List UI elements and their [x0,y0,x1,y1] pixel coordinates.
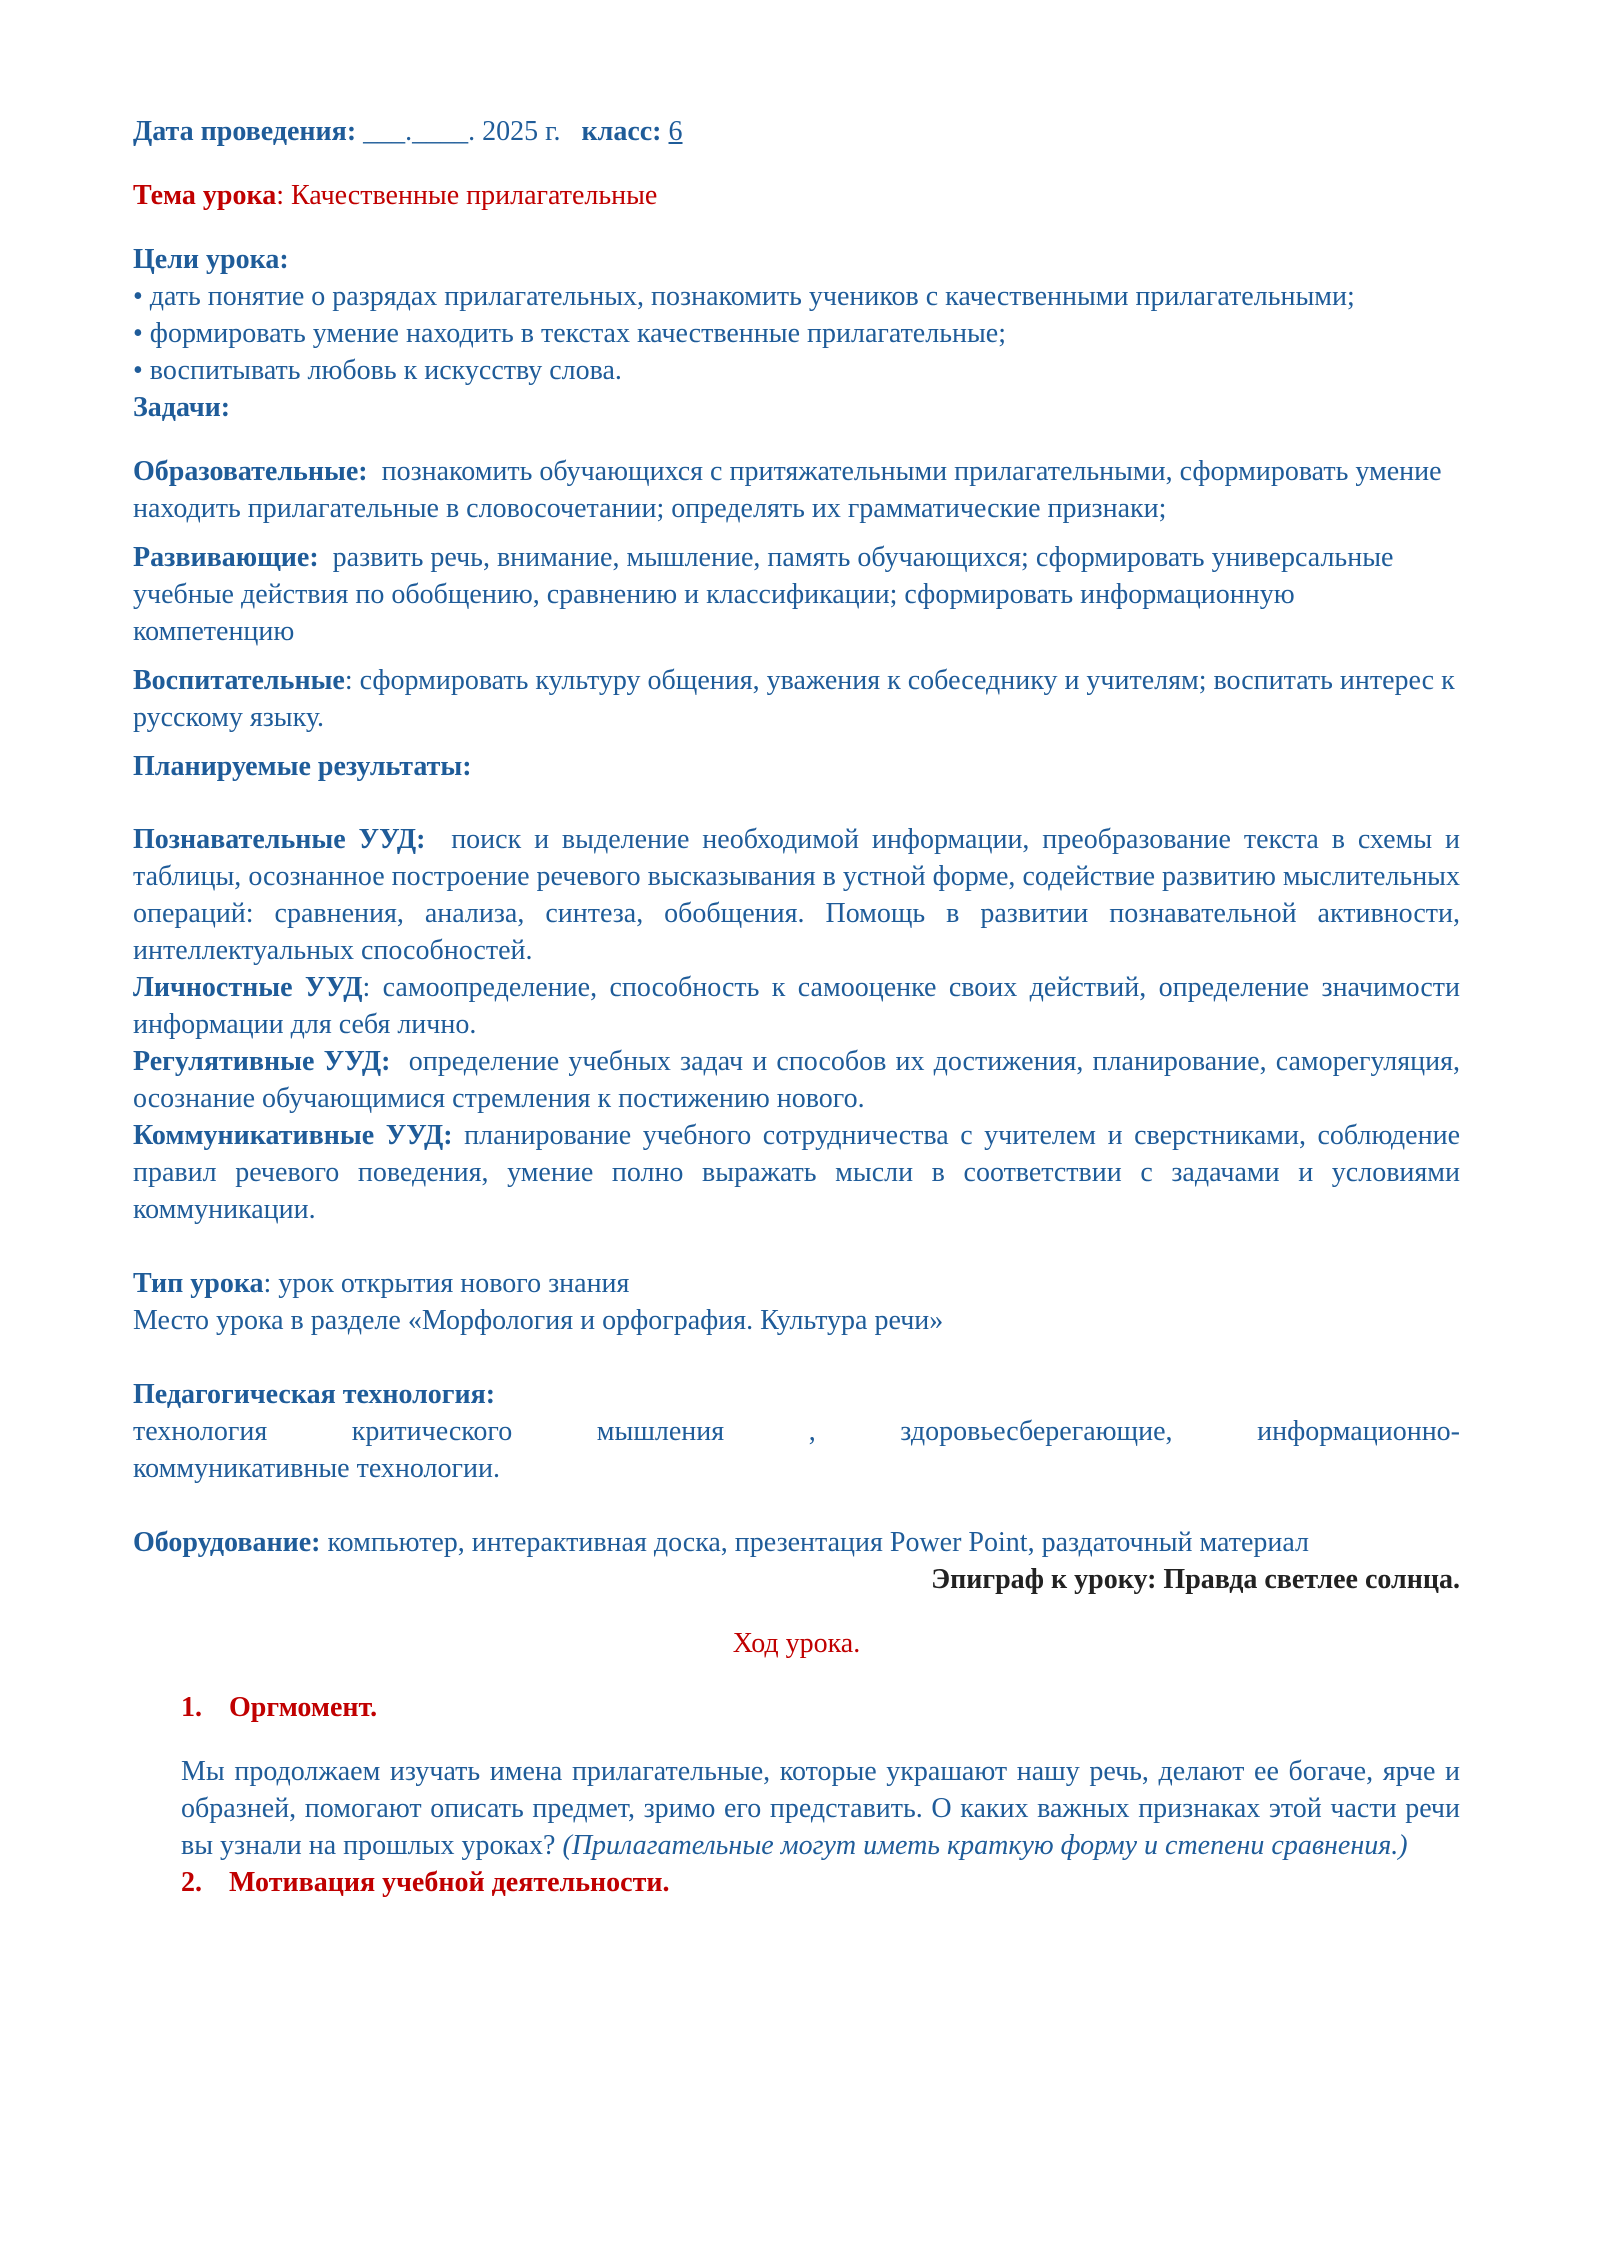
task-educational-text: познакомить обучающихся с притяжательными прилагательными, сформировать умение находить прилагательные в словосочетании; определять их грамматические признаки; [133,456,1442,524]
progress-heading: Ход урока. [732,1628,861,1659]
result-regulatory-label: Регулятивные УУД: [133,1046,391,1077]
topic-value: : Качественные прилагательные [276,180,658,211]
lesson-type-label: Тип урока [133,1268,264,1299]
class-label: класс: [581,116,662,147]
orgmoment-question: Мы продолжаем изучать имена прилагательные, которые украшают нашу речь, делают ее богаче, ярче и образней, помогают описать предмет, зримо его представить. О каких важных признаках этой части речи вы узнали на прошлых уроках? [181,1756,1460,1861]
goal-item: • дать понятие о разрядах прилагательных, познакомить учеников с качественными прилагательными; [133,281,1355,312]
task-upbringing [133,662,1460,736]
stage-1-title: Оргмомент. [229,1692,378,1723]
date-label: Дата проведения: [133,116,357,147]
result-cognitive-text: поиск и выделение необходимой информации, преобразование текста в схемы и таблицы, осознанное построение речевого высказывания в устной форме, содействие развитию мыслительных операций: сравнения, анализа, синтеза, обобщения. Помощь в развитии познавательной активности, интеллектуальных способностей. [133,824,1460,966]
task-educational [133,453,1460,527]
lesson-type [133,1265,1460,1302]
goal-item: • формировать умение находить в текстах качественные прилагательные; [133,318,1006,349]
equipment-label: Оборудование: [133,1527,321,1558]
stage-2-number: 2. [181,1867,202,1898]
task-upbringing-text: : сформировать культуру общения, уважения к собеседнику и учителям; воспитать интерес к русскому языку. [133,665,1455,733]
goals-heading: Цели урока: [133,244,289,275]
lesson-place: Место урока в разделе «Морфология и орфография. Культура речи» [133,1305,944,1336]
result-personal [133,969,1460,1043]
stage-1 [181,1689,1460,1726]
technology-line-2: коммуникативные технологии. [133,1453,500,1484]
task-upbringing-label: Воспитательные [133,665,345,696]
topic-label: Тема урока [133,180,277,211]
stage-1-number: 1. [181,1692,202,1723]
orgmoment-text [181,1753,1460,1864]
task-educational-label: Образовательные: [133,456,368,487]
equipment-text: компьютер, интерактивная доска, презентация Power Point, раздаточный материал [327,1527,1310,1558]
topic-line [133,177,1460,214]
result-communicative-label: Коммуникативные УУД: [133,1120,453,1151]
lesson-type-value: : урок открытия нового знания [263,1268,630,1299]
date-value: ___.____. 2025 г. [363,116,561,147]
stage-2-title: Мотивация учебной деятельности. [229,1867,670,1898]
task-developing-text: развить речь, внимание, мышление, память обучающихся; сформировать универсальные учебные действия по обобщению, сравнению и классификации; сформировать информационную компетенцию [133,542,1394,647]
result-regulatory [133,1043,1460,1117]
results-heading: Планируемые результаты: [133,751,472,782]
date-line [133,113,1460,150]
tasks-heading: Задачи: [133,392,231,423]
epigraph: Эпиграф к уроку: Правда светлее солнца. [931,1564,1460,1595]
equipment [133,1524,1363,1561]
result-personal-text: : самоопределение, способность к самооценке своих действий, определение значимости информации для себя лично. [133,972,1460,1040]
class-value: 6 [668,116,683,147]
task-developing [133,539,1460,650]
result-communicative [133,1117,1460,1228]
result-cognitive-label: Познавательные УУД: [133,824,426,855]
document-body [133,113,1460,1901]
result-cognitive [133,821,1460,969]
result-communicative-text: планирование учебного сотрудничества с учителем и сверстниками, соблюдение правил речевого поведения, умение полно выражать мысли в соответствии с задачами и условиями коммуникации. [133,1120,1461,1225]
technology-heading: Педагогическая технология: [133,1379,496,1410]
result-regulatory-text: определение учебных задач и способов их достижения, планирование, саморегуляция, осознание обучающимися стремления к постижению нового. [133,1046,1461,1114]
task-developing-label: Развивающие: [133,542,319,573]
technology-line-1: технология критического мышления , здоровьесберегающие, информационно- [133,1416,1460,1447]
goal-item: • воспитывать любовь к искусству слова. [133,355,622,386]
result-personal-label: Личностные УУД [133,972,363,1003]
stage-2 [181,1864,1460,1901]
orgmoment-answer: (Прилагательные могут иметь краткую форму и степени сравнения.) [562,1830,1408,1861]
